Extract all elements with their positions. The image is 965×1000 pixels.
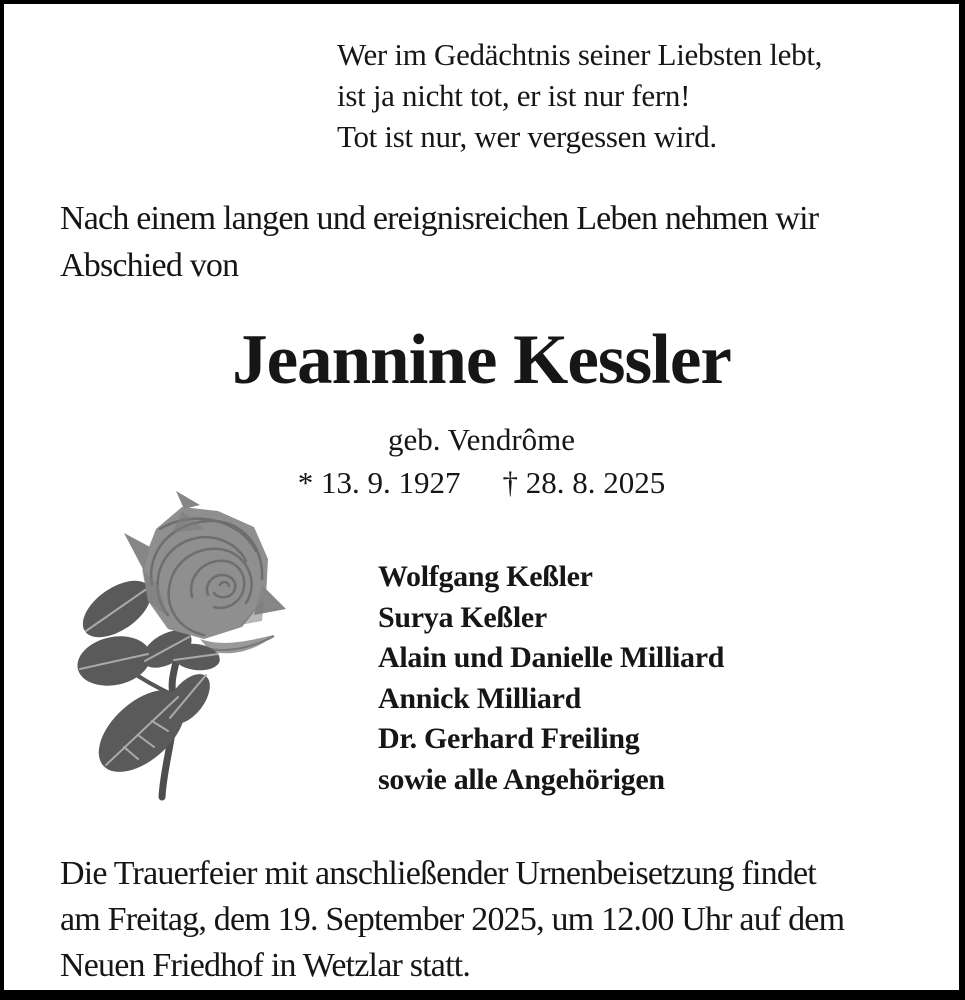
- funeral-line: Die Trauerfeier mit anschließender Urnenbeisetzung findet: [60, 855, 816, 892]
- birth-date: * 13. 9. 1927: [297, 465, 461, 500]
- mourner-name: Wolfgang Keßler: [378, 560, 593, 593]
- rose-icon: [72, 489, 290, 807]
- mourners-list: [378, 557, 724, 800]
- intro-line: Abschied von: [60, 247, 239, 284]
- deceased-name: Jeannine Kessler: [232, 321, 731, 399]
- intro-text: [60, 195, 818, 289]
- mourner-name: Alain und Danielle Milliard: [378, 641, 725, 674]
- funeral-line: am Freitag, dem 19. September 2025, um 12.00 Uhr auf dem: [60, 901, 845, 938]
- quote-line: Wer im Gedächtnis seiner Liebsten lebt,: [337, 37, 823, 72]
- mourner-name: Dr. Gerhard Freiling: [378, 722, 640, 755]
- funeral-line: Neuen Friedhof in Wetzlar statt.: [60, 947, 471, 984]
- maiden-name: geb. Vendrôme: [387, 422, 576, 457]
- rose-image: [72, 489, 290, 807]
- quote-line: ist ja nicht tot, er ist nur fern!: [337, 78, 691, 113]
- mourner-name: Annick Milliard: [378, 681, 582, 715]
- funeral-details: [60, 851, 844, 989]
- mourner-name: sowie alle Angehörigen: [378, 762, 665, 796]
- intro-line: Nach einem langen und ereignisreichen Leben nehmen wir: [60, 200, 819, 237]
- death-date: † 28. 8. 2025: [502, 465, 666, 500]
- mourner-name: Surya Keßler: [378, 600, 547, 634]
- opening-quote: [337, 34, 822, 157]
- quote-line: Tot ist nur, wer vergessen wird.: [337, 119, 717, 154]
